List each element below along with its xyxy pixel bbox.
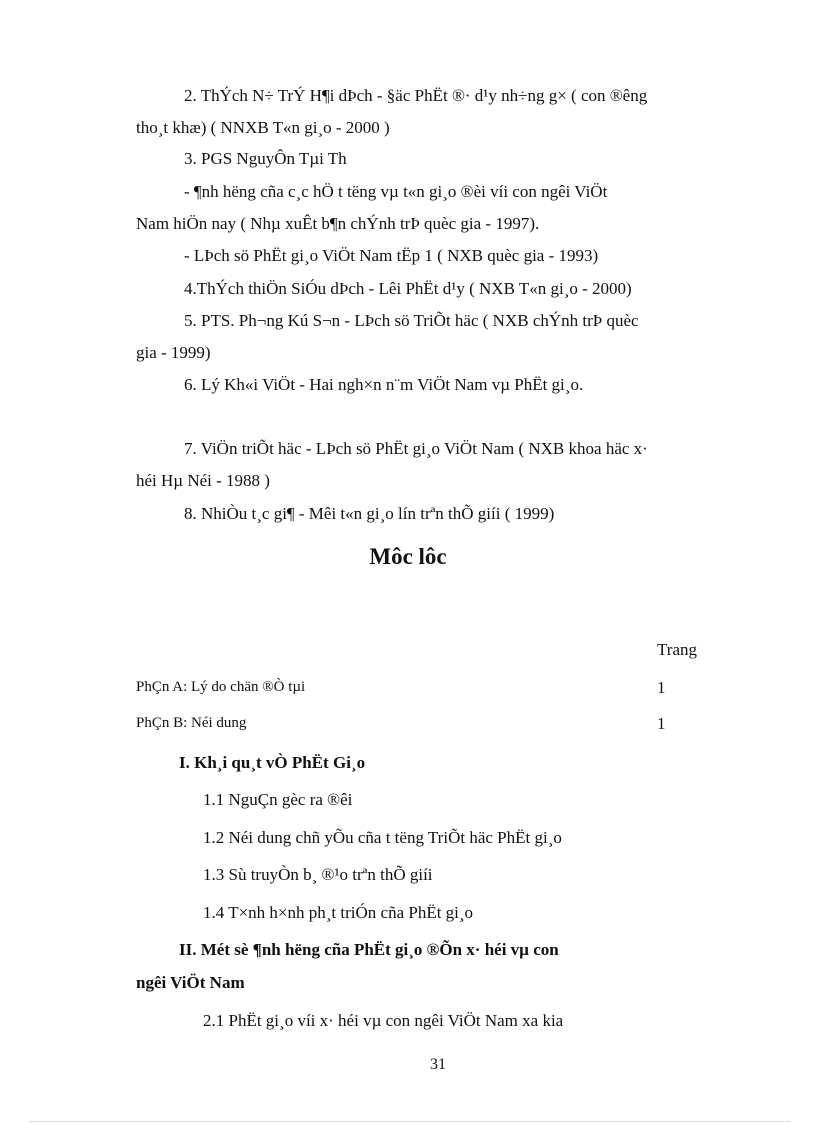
toc-part-label: PhÇn B: Néi dung [136, 715, 247, 731]
toc-part-page: 1 [657, 678, 666, 697]
toc-page-header: Trang [657, 640, 697, 659]
reference-line: - LÞch sö PhËt gi¸o ViÖt Nam tËp 1 ( NXB quèc gia - 1993) [184, 246, 599, 265]
toc-item: 1.3 Sù truyÒn b¸ ®¹o trªn thÕ giíi [203, 865, 433, 884]
toc-title: Môc lôc [369, 544, 447, 569]
toc-part-label: PhÇn A: Lý do chän ®Ò tµi [136, 679, 306, 695]
reference-line: héi Hµ Néi - 1988 ) [136, 471, 270, 490]
reference-line: 2. ThÝch N÷ TrÝ H¶i dÞch - §äc PhËt ®· d¹y nh÷ng g× ( con ®êng [184, 86, 648, 105]
toc-item: 2.1 PhËt gi¸o víi x· héi vµ con ngêi ViÖt Nam xa kia [203, 1011, 564, 1030]
toc-section-heading: I. Kh¸i qu¸t vÒ PhËt Gi¸o [179, 753, 366, 772]
toc-item: 1.4 T×nh h×nh ph¸t triÓn cña PhËt gi¸o [203, 903, 474, 922]
toc-item: 1.1 NguÇn gèc ra ®êi [203, 790, 353, 809]
reference-line: - ¶nh hëng cña c¸c hÖ t tëng vµ t«n gi¸o ®èi víi con ngêi ViÖt [184, 182, 608, 201]
reference-line: gia - 1999) [136, 343, 211, 362]
toc-section-heading-continued: ngêi ViÖt Nam [136, 973, 245, 992]
reference-line: 8. NhiÒu t¸c gi¶ - Mêi t«n gi¸o lín trªn thÕ giíi ( 1999) [184, 504, 555, 523]
toc-section-heading: II. Mét sè ¶nh hëng cña PhËt gi¸o ®Õn x· héi vµ con [179, 940, 559, 959]
reference-line: 6. Lý Kh«i ViÖt - Hai ngh×n n¨m ViÖt Nam vµ PhËt gi¸o. [184, 375, 584, 394]
reference-line: 7. ViÖn triÕt häc - LÞch sö PhËt gi¸o ViÖt Nam ( NXB khoa häc x· [184, 439, 648, 458]
toc-item: 1.2 Néi dung chñ yÕu cña t tëng TriÕt häc PhËt gi¸o [203, 828, 562, 847]
reference-line: 4.ThÝch thiÖn SiÓu dÞch - Lêi PhËt d¹y ( NXB T«n gi¸o - 2000) [184, 279, 632, 298]
footer-divider [30, 1121, 790, 1122]
reference-line: tho¸t khæ) ( NNXB T«n gi¸o - 2000 ) [136, 118, 390, 137]
reference-line: Nam hiÖn nay ( Nhµ xuÊt b¶n chÝnh trÞ quèc gia - 1997). [136, 214, 540, 233]
reference-line: 5. PTS. Ph¬ng Kú S¬n - LÞch sö TriÕt häc ( NXB chÝnh trÞ quèc [184, 311, 639, 330]
page-number: 31 [430, 1056, 446, 1073]
toc-part-page: 1 [657, 714, 666, 733]
reference-line: 3. PGS NguyÔn Tµi Th [184, 149, 347, 168]
